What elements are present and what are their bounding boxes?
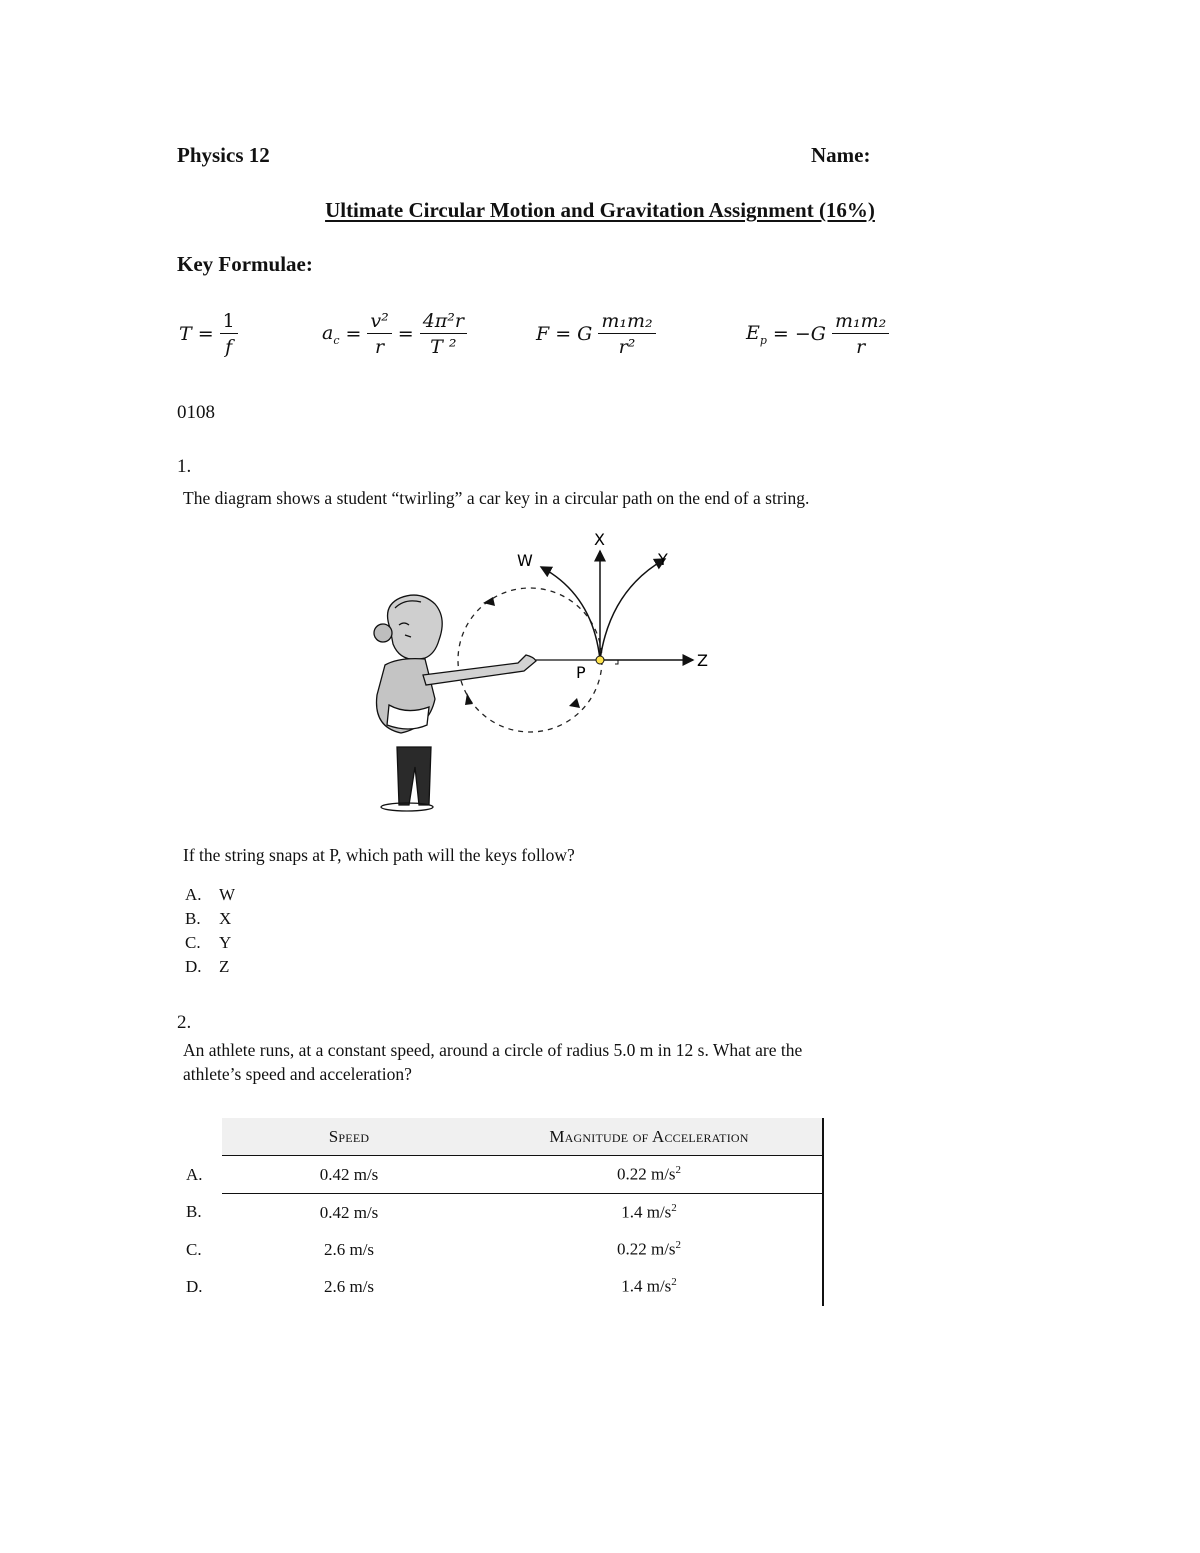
formula-gravitational-force	[536, 310, 656, 358]
acceleration-exponent: 2	[675, 1239, 682, 1252]
formula-ac-lhs: a	[322, 321, 334, 344]
option-letter: D.	[185, 957, 202, 976]
path-arrow-icon	[483, 597, 495, 606]
acceleration-exponent: 2	[671, 1202, 677, 1215]
acceleration-cell	[476, 1268, 822, 1305]
label-z: Z	[697, 651, 708, 670]
formula-potential-energy	[746, 310, 889, 358]
fraction-numerator: 4π²r	[420, 310, 467, 334]
question-1-text: The diagram shows a student “twirling” a car key in a circular path on the end of a string.	[183, 488, 810, 508]
formula-force-fraction	[598, 310, 655, 358]
speed-cell: 2.6 m/s	[323, 1239, 375, 1259]
acceleration-cell	[476, 1156, 822, 1194]
name-label: Name:	[811, 143, 871, 167]
option-text: Z	[219, 957, 230, 976]
row-letter: B.	[186, 1202, 202, 1222]
fraction-denominator: f	[225, 336, 233, 358]
formula-ac-subscript: c	[333, 333, 340, 347]
twirling-key-diagram	[355, 525, 725, 820]
fraction-numerator: v²	[367, 310, 391, 334]
option-d[interactable]	[185, 957, 229, 977]
row-letter: C.	[186, 1239, 202, 1259]
formula-period	[179, 310, 238, 358]
path-arrow-icon	[569, 698, 580, 708]
acceleration-value: 1.4 m/s	[621, 1276, 672, 1296]
option-text: Y	[219, 933, 232, 952]
question-2-text-line-2: athlete’s speed and acceleration?	[183, 1064, 412, 1084]
row-letter: D.	[186, 1276, 203, 1296]
formula-ac-equals: =	[345, 323, 362, 345]
option-b[interactable]	[185, 909, 231, 929]
label-w: W	[517, 551, 533, 570]
formula-force-lhs: F = G	[536, 323, 593, 345]
acceleration-value: 1.4 m/s	[621, 1202, 672, 1222]
fraction-numerator: 1	[220, 310, 238, 334]
course-title: Physics 12	[177, 143, 270, 167]
label-p: P	[576, 663, 586, 682]
question-1-prompt: If the string snaps at P, which path will the keys follow?	[183, 845, 575, 865]
table-row[interactable]	[176, 1194, 822, 1232]
fraction-denominator: r	[375, 336, 385, 358]
path-y-arrow	[600, 559, 665, 660]
formula-ep-subscript: p	[759, 333, 767, 347]
table-row[interactable]	[176, 1156, 822, 1194]
acceleration-value: 0.22 m/s	[616, 1164, 676, 1184]
formula-ac-equals-2: =	[397, 323, 414, 345]
option-text: W	[219, 885, 236, 904]
acceleration-exponent: 2	[675, 1164, 682, 1177]
column-header-speed: Speed	[222, 1118, 476, 1156]
question-1-number: 1.	[177, 456, 192, 477]
speed-cell: 0.42 m/s	[319, 1202, 379, 1222]
option-a[interactable]	[185, 885, 235, 905]
speed-cell: 0.42 m/s	[222, 1156, 476, 1194]
student-figure	[374, 595, 536, 811]
acceleration-exponent: 2	[671, 1276, 677, 1289]
key-ring	[596, 656, 604, 664]
acceleration-cell	[476, 1194, 822, 1232]
option-c[interactable]	[185, 933, 231, 953]
key-formulae-heading: Key Formulae:	[177, 252, 313, 276]
formula-ep-fraction	[832, 310, 889, 358]
table-row[interactable]	[176, 1268, 822, 1305]
option-text: X	[219, 909, 232, 928]
question-2-text-line-1: An athlete runs, at a constant speed, around a circle of radius 5.0 m in 12 s. What are the	[183, 1040, 803, 1060]
fraction-numerator: m₁m₂	[598, 310, 655, 334]
table-row[interactable]	[176, 1231, 822, 1268]
assignment-title: Ultimate Circular Motion and Gravitation Assignment (16%)	[325, 198, 875, 222]
fraction-denominator: r	[856, 336, 866, 358]
formula-centripetal-acceleration	[322, 310, 467, 358]
acceleration-value: 0.22 m/s	[616, 1239, 676, 1259]
answer-table-wrapper	[176, 1118, 824, 1305]
path-w-arrow	[541, 567, 600, 660]
formula-ep-lhs: E	[746, 321, 760, 344]
table-right-border	[822, 1118, 824, 1306]
fraction-denominator: T ²	[430, 336, 457, 358]
label-y: Y	[658, 550, 668, 569]
formula-period-fraction	[220, 310, 238, 358]
question-2-number: 2.	[177, 1012, 192, 1033]
fraction-numerator: m₁m₂	[832, 310, 889, 334]
fraction-denominator: r²	[618, 336, 636, 358]
column-header-acceleration: Magnitude of Acceleration	[476, 1118, 822, 1156]
formula-period-lhs: T =	[179, 323, 214, 345]
answer-table	[176, 1118, 822, 1305]
table-header-row	[176, 1118, 822, 1156]
question-code: 0108	[177, 402, 215, 423]
formula-ep-equals: = −G	[772, 323, 826, 345]
formula-ac-fraction-1	[367, 310, 391, 358]
option-letter: B.	[185, 909, 201, 928]
option-letter: A.	[185, 885, 202, 904]
label-x: X	[594, 530, 605, 549]
speed-cell: 2.6 m/s	[323, 1276, 375, 1296]
formula-ac-fraction-2	[420, 310, 467, 358]
option-letter: C.	[185, 933, 201, 952]
acceleration-cell	[476, 1231, 822, 1268]
path-arrow-icon	[465, 693, 473, 705]
row-letter: A.	[186, 1164, 203, 1184]
